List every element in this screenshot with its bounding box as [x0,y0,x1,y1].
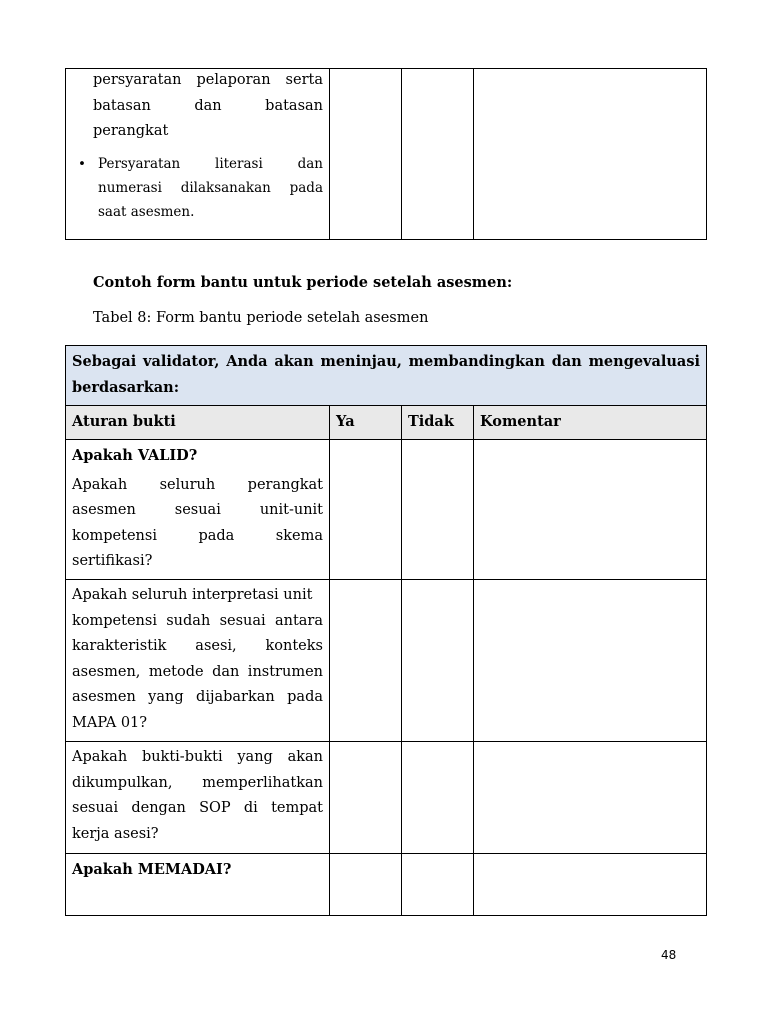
col-header-aturan: Aturan bukti [66,406,330,440]
bullet-line: • Persyaratan literasi dan [98,155,323,172]
bullet-list [72,152,323,224]
rule-cell-valid-q1 [66,440,330,580]
continued-komentar-cell[interactable] [474,69,707,240]
question-line: dikumpulkan, memperlihatkan [72,774,323,791]
table-caption: Tabel 8: Form bantu periode setelah asesmen [93,310,429,326]
question-line: karakteristik asesi, konteks [72,638,323,654]
komentar-cell-q2[interactable] [474,580,707,742]
intro-header-text: Sebagai validator, Anda akan meninjau, membandingkan dan mengevaluasi berdasarkan: [72,353,700,396]
komentar-cell-memadai[interactable] [474,854,707,916]
tidak-cell-q2[interactable] [402,580,474,742]
section-heading: Contoh form bantu untuk periode setelah asesmen: [93,274,513,291]
question-line: MAPA 01? [72,714,148,731]
tidak-cell-memadai[interactable] [402,854,474,916]
question-line: asesmen yang dijabarkan pada [72,689,323,705]
question-line: Apakah seluruh interpretasi unit [72,587,313,603]
col-header-ya: Ya [330,406,402,440]
question-line: asesmen, metode dan instrumen [72,663,323,680]
question-line: kerja asesi? [72,825,159,842]
question-line: Apakah bukti-bukti yang akan [72,749,323,765]
continued-line: persyaratan pelaporan serta [93,72,323,88]
komentar-cell-q3[interactable] [474,742,707,854]
valid-heading: Apakah VALID? [72,447,198,464]
question-line: asesmen sesuai unit-unit [72,502,323,518]
continued-ya-cell[interactable] [330,69,402,240]
continued-table [65,68,707,240]
bullet-line: saat asesmen. [98,203,195,220]
memadai-heading: Apakah MEMADAI? [66,854,330,916]
continued-line: perangkat [93,123,169,139]
question-line: sertifikasi? [72,553,153,569]
ya-cell-memadai[interactable] [330,854,402,916]
ya-cell-q2[interactable] [330,580,402,742]
intro-header-cell [66,346,707,406]
bullet-item [72,152,323,224]
col-header-tidak: Tidak [402,406,474,440]
continued-tidak-cell[interactable] [402,69,474,240]
question-line: Apakah seluruh perangkat [72,476,323,493]
continued-line: batasan dan batasan [93,97,323,114]
rule-cell-q2 [66,580,330,742]
tidak-cell-q3[interactable] [402,742,474,854]
ya-cell-q3[interactable] [330,742,402,854]
bullet-line: numerasi dilaksanakan pada [98,179,323,196]
page-number: 48 [661,948,677,962]
question-line: kompetensi sudah sesuai antara [72,612,323,629]
col-header-komentar: Komentar [474,406,707,440]
continued-rule-cell [66,69,330,240]
komentar-cell-q1[interactable] [474,440,707,580]
validation-form-table [65,345,707,916]
ya-cell-q1[interactable] [330,440,402,580]
question-line: sesuai dengan SOP di tempat [72,800,323,816]
tidak-cell-q1[interactable] [402,440,474,580]
question-line: kompetensi pada skema [72,527,323,544]
rule-cell-q3 [66,742,330,854]
